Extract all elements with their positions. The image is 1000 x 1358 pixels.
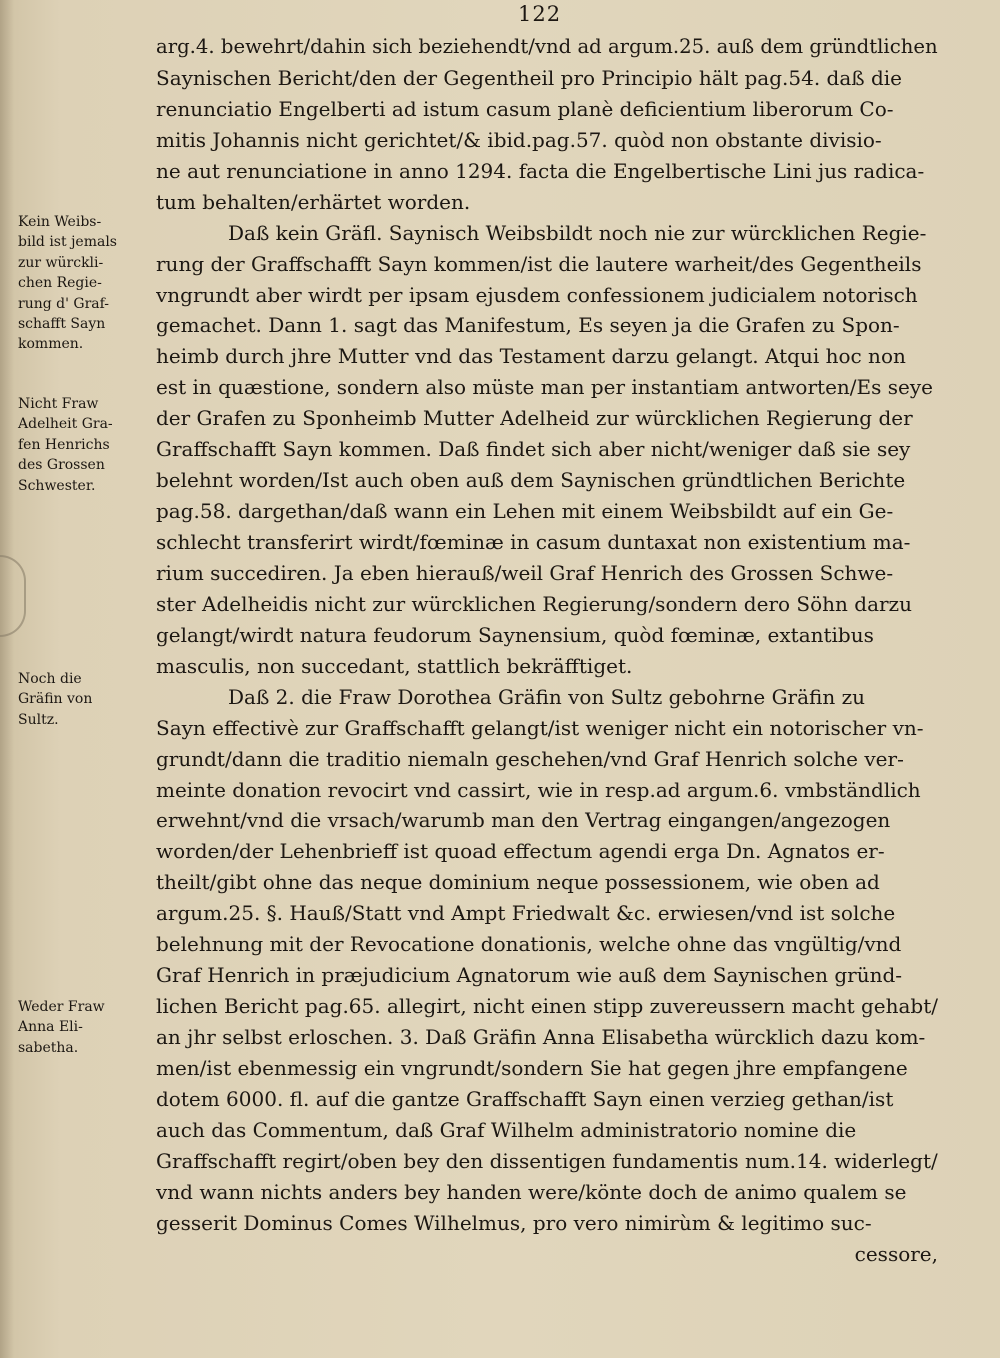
text-line: est in quæstione, sondern also müste man per instantiam antworten/Es seye xyxy=(156,375,933,400)
text-line: an jhr selbst erloschen. 3. Daß Gräfin Anna Elisabetha würcklich dazu kom- xyxy=(156,1025,926,1049)
marginal-note-no-woman-ruled: Kein Weibs- bild ist jemals zur würckli- chen Regie- rung d' Graf- schafft Sayn kommen. xyxy=(18,214,117,353)
text-line: lichen Bericht pag.65. allegirt, nicht einen stipp zuvereussern macht gehabt/ xyxy=(156,994,938,1019)
binding-shadow xyxy=(0,0,14,1358)
text-line: Graffschafft Sayn kommen. Daß findet sich aber nicht/weniger daß sie sey xyxy=(156,437,911,462)
text-line: cessore, xyxy=(854,1241,938,1266)
text-line: grundt/dann die traditio niemaln geschehen/vnd Graf Henrich solche ver- xyxy=(156,746,904,771)
text-line: schlecht transferirt wirdt/fœminæ in casum duntaxat non existentium ma- xyxy=(156,530,911,554)
text-line: arg.4. bewehrt/dahin sich beziehendt/vnd ad argum.25. auß dem gründtlichen xyxy=(156,35,938,58)
text-line: dotem 6000. fl. auf die gantze Graffschafft Sayn einen verzieg gethan/ist xyxy=(156,1086,894,1111)
text-line: gemachet. Dann 1. sagt das Manifestum, Es seyen ja die Grafen zu Spon- xyxy=(156,313,900,338)
text-line: gesserit Dominus Comes Wilhelmus, pro vero nimirùm & legitimo suc- xyxy=(156,1210,872,1235)
binding-mark xyxy=(0,555,26,637)
marginal-note-sultz: Noch die Gräfin von Sultz. xyxy=(18,671,93,728)
text-line: pag.58. dargethan/daß wann ein Lehen mit einem Weibsbildt auf ein Ge- xyxy=(156,499,894,524)
marginal-note-anna-elisabetha: Weder Fraw Anna Eli- sabetha. xyxy=(18,999,105,1056)
page-number: 122 xyxy=(518,2,562,26)
text-line: Daß kein Gräfl. Saynisch Weibsbildt noch nie zur würcklichen Regie- xyxy=(228,220,927,245)
text-line: mitis Johannis nicht gerichtet/& ibid.pag.57. quòd non obstante divisio- xyxy=(156,127,882,152)
text-line: vngrundt aber wirdt per ipsam ejusdem confessionem judicialem notorisch xyxy=(156,282,918,307)
text-line: erwehnt/vnd die vrsach/warumb man den Vertrag eingangen/angezogen xyxy=(156,808,891,833)
text-line: theilt/gibt ohne das neque dominium neque possessionem, wie oben ad xyxy=(156,870,880,895)
text-line: ne aut renunciatione in anno 1294. facta die Engelbertische Lini jus radica- xyxy=(156,158,925,183)
text-line: meinte donation revocirt vnd cassirt, wie in resp.ad argum.6. vmbständlich xyxy=(156,777,921,802)
text-line: gelangt/wirdt natura feudorum Saynensium, quòd fœminæ, extantibus xyxy=(156,622,874,647)
main-text-block xyxy=(156,32,938,1270)
text-line: Sayn effectivè zur Graffschafft gelangt/ist weniger nicht ein notorischer vn- xyxy=(156,715,924,740)
text-line: Graf Henrich in præjudicium Agnatorum wie auß dem Saynischen gründ- xyxy=(156,963,903,988)
text-line: men/ist ebenmessig ein vngrundt/sondern Sie hat gegen jhre empfangene xyxy=(156,1055,908,1080)
text-line: argum.25. §. Hauß/Statt vnd Ampt Friedwalt &c. erwiesen/vnd ist solche xyxy=(156,901,896,926)
text-line: worden/der Lehenbrieff ist quoad effectum agendi erga Dn. Agnatos er- xyxy=(156,839,885,864)
text-line: auch das Commentum, daß Graf Wilhelm administratorio nomine die xyxy=(156,1117,857,1142)
text-line: der Grafen zu Sponheimb Mutter Adelheid zur würcklichen Regierung der xyxy=(156,406,913,431)
marginal-note-adelheit: Nicht Fraw Adelheit Gra- fen Henrichs des Grossen Schwester. xyxy=(18,396,113,494)
text-line: rium succediren. Ja eben hierauß/weil Graf Henrich des Grossen Schwe- xyxy=(156,560,894,585)
text-line: tum behalten/erhärtet worden. xyxy=(156,189,471,214)
text-line: vnd wann nichts anders bey handen were/könte doch de animo qualem se xyxy=(156,1179,907,1204)
text-line: Saynischen Bericht/den der Gegentheil pro Principio hält pag.54. daß die xyxy=(156,65,903,90)
text-line: masculis, non succedant, stattlich bekräfftiget. xyxy=(156,653,633,678)
text-line: Graffschafft regirt/oben bey den dissentigen fundamentis num.14. widerlegt/ xyxy=(156,1148,938,1173)
text-line: belehnt worden/Ist auch oben auß dem Saynischen gründtlichen Berichte xyxy=(156,468,906,493)
text-line: Daß 2. die Fraw Dorothea Gräfin von Sultz gebohrne Gräfin zu xyxy=(228,684,866,709)
text-line: rung der Graffschafft Sayn kommen/ist die lautere warheit/des Gegentheils xyxy=(156,251,922,276)
text-line: renunciatio Engelberti ad istum casum planè deficientium liberorum Co- xyxy=(156,96,894,121)
text-line: ster Adelheidis nicht zur würcklichen Regierung/sondern dero Söhn darzu xyxy=(156,591,912,616)
text-line: belehnung mit der Revocatione donationis, welche ohne das vngültig/vnd xyxy=(156,932,902,957)
text-line: heimb durch jhre Mutter vnd das Testament darzu gelangt. Atqui hoc non xyxy=(156,344,906,369)
